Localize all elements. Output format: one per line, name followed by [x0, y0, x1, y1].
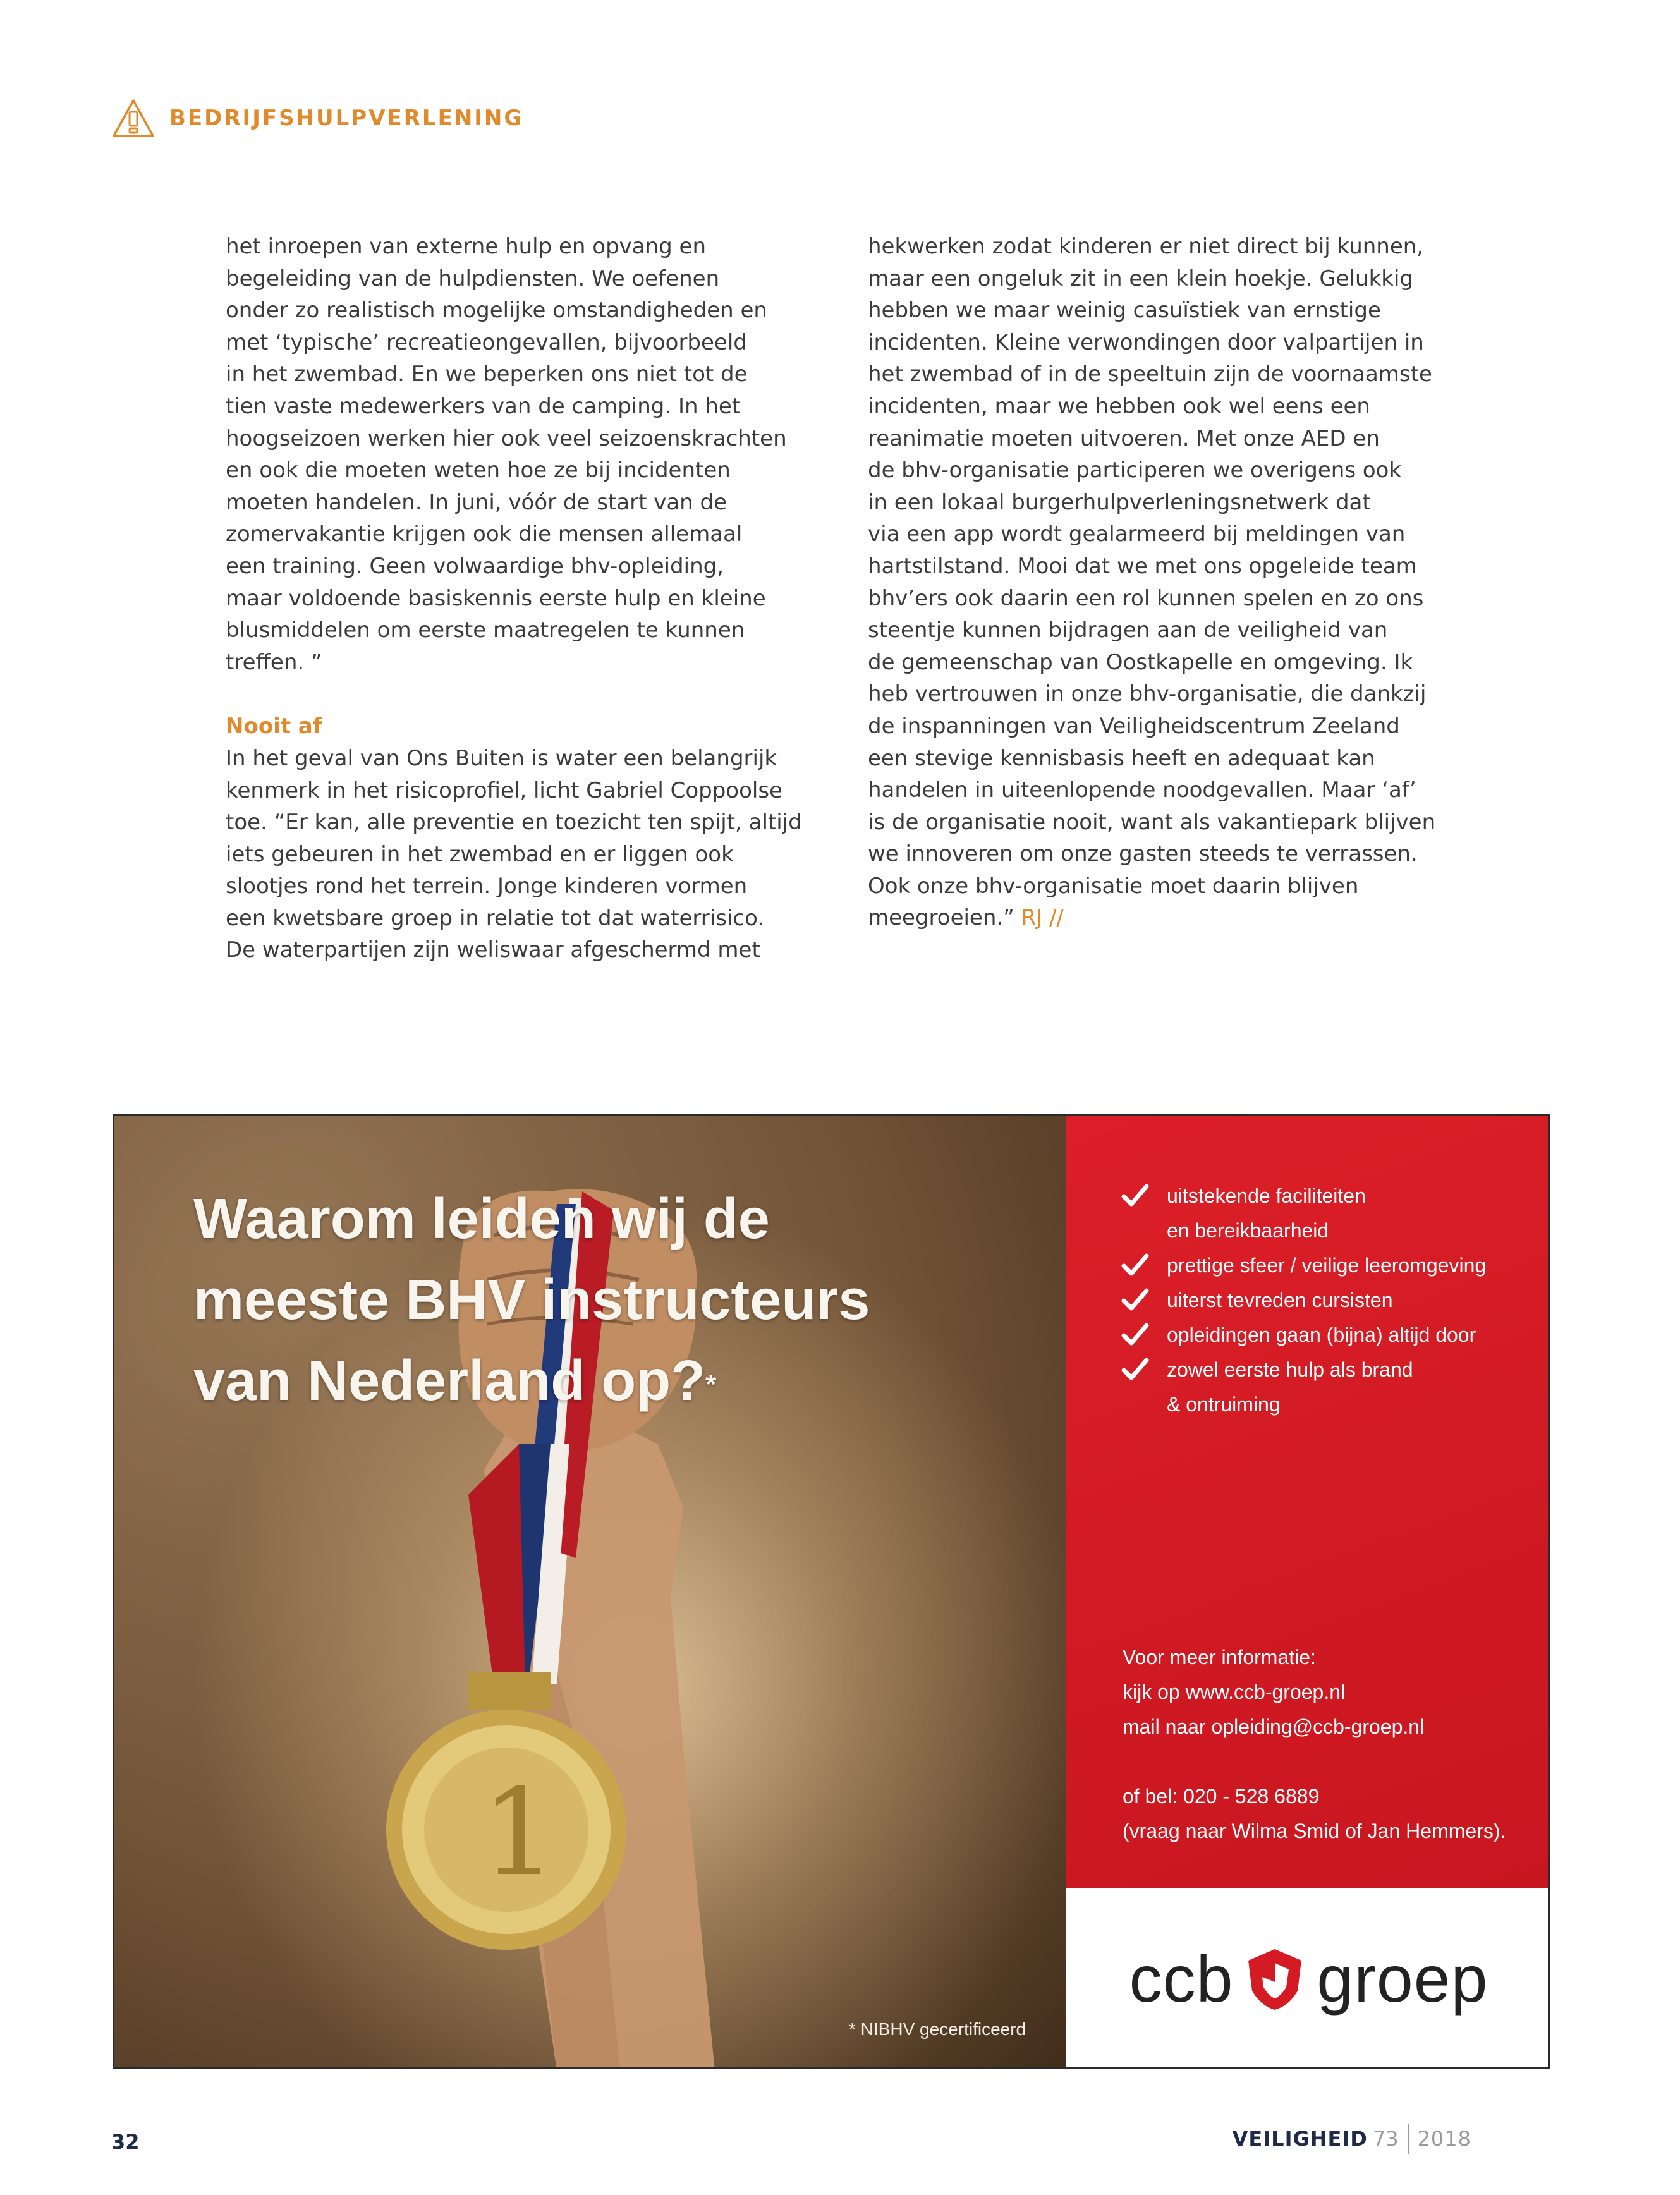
section-header	[111, 96, 523, 140]
magazine-name: VEILIGHEID	[1232, 2127, 1368, 2151]
subheading: Nooit af	[226, 714, 322, 739]
headline-asterisk: *	[705, 1369, 717, 1400]
contact-website-link[interactable]: kijk op www.ccb-groep.nl	[1123, 1681, 1346, 1703]
benefit-text: uitstekende faciliteiten en bereikbaarheid	[1167, 1184, 1366, 1242]
checkmark-icon	[1121, 1287, 1149, 1312]
section-title: BEDRIJFSHULPVERLENING	[169, 106, 524, 131]
paragraph-text: In het geval van Ons Buiten is water een belangrijk kenmerk in het risicoprofiel, licht Gabriel Coppoolse toe. “Er kan, alle preventie en toezicht ten spijt, altijd iets gebeuren in het zwembad en er liggen ook slootjes rond het terrein. Jonge kinderen vormen een kwetsbare groep in relatie tot dat waterrisico. De waterpartijen zijn weliswaar afgeschermd met	[226, 745, 802, 963]
contact-names: (vraag naar Wilma Smid of Jan Hemmers).	[1123, 1820, 1506, 1842]
footer-divider	[1408, 2124, 1409, 2154]
benefit-text: uiterst tevreden cursisten	[1167, 1289, 1393, 1311]
svg-text:1: 1	[481, 1763, 557, 1902]
logo-text-left: ccb	[1129, 1942, 1234, 2016]
benefit-item	[1121, 1283, 1486, 1318]
contact-info	[1123, 1640, 1506, 1849]
ad-footnote: * NIBHV gecertificeerd	[849, 2019, 1026, 2039]
headline-line-1: Waarom leiden wij de	[193, 1188, 770, 1251]
contact-email-link[interactable]: mail naar opleiding@ccb-groep.nl	[1123, 1715, 1425, 1738]
headline-line-3-text: van Nederland op?	[193, 1349, 706, 1413]
ad-photo-fist-with-medal	[114, 1116, 1066, 2067]
headline-line-3	[193, 1341, 1015, 1421]
contact-phone: of bel: 020 - 528 6889	[1123, 1785, 1320, 1808]
advertisement	[113, 1114, 1550, 2069]
checkmark-icon	[1121, 1252, 1149, 1277]
article-column-1	[226, 231, 832, 966]
ad-info-panel	[1066, 1116, 1550, 1888]
ccb-shield-logo-icon	[1245, 1947, 1305, 2012]
spacer	[1123, 1744, 1506, 1779]
checkmark-icon	[1121, 1356, 1149, 1382]
benefit-text: opleidingen gaan (bijna) altijd door	[1167, 1323, 1476, 1346]
paragraph-with-subheading	[226, 710, 832, 966]
footer-magazine-info	[1233, 2124, 1471, 2154]
article-column-2	[868, 231, 1487, 934]
benefit-item	[1121, 1353, 1486, 1422]
ccb-groep-logo	[1066, 1888, 1550, 2069]
benefit-item	[1121, 1248, 1486, 1283]
benefit-text: zowel eerste hulp als brand & ontruiming	[1167, 1358, 1413, 1416]
warning-triangle-icon	[111, 98, 155, 138]
benefits-list	[1121, 1179, 1486, 1422]
logo-text-right: groep	[1317, 1942, 1488, 2016]
checkmark-icon	[1121, 1183, 1149, 1208]
page-number: 32	[111, 2130, 140, 2154]
paragraph	[868, 231, 1487, 934]
headline-line-2: meeste BHV instructeurs	[193, 1268, 870, 1332]
issue-year: 2018	[1417, 2127, 1471, 2151]
paragraph-text: hekwerken zodat kinderen er niet direct bij kunnen, maar een ongeluk zit in een klein hoekje. Gelukkig hebben we maar weinig casuïstiek van ernstige incidenten. Kleine verwondingen door valpartijen in het zwembad of in de speeltuin zijn de voornaamste incidenten, maar we hebben ook wel eens een reanimatie moeten uitvoeren. Met onze AED en de bhv-organisatie participeren we overigens ook in een lokaal burgerhulpverleningsnetwerk dat via een app wordt gealarmeerd bij meldingen van hartstilstand. Mooi dat we met ons opgeleide team bhv’ers ook daarin een rol kunnen spelen en zo ons steentje kunnen bijdragen aan de veiligheid van de gemeenschap van Oostkapelle en omgeving. Ik heb vertrouwen in onze bhv-organisatie, die dankzij de inspanningen van Veiligheidscentrum Zeeland een stevige kennisbasis heeft en adequaat kan handelen in uiteenlopende noodgevallen. Maar ‘af’ is de organisatie nooit, want als vakantiepark blijven we innoveren om onze gasten steeds te verrassen. Ook onze bhv-organisatie moet daarin blijven meegroeien.”	[868, 234, 1436, 931]
checkmark-icon	[1121, 1322, 1149, 1347]
issue-number: 73	[1372, 2127, 1399, 2151]
benefit-item	[1121, 1318, 1486, 1353]
author-signature: RJ //	[1021, 905, 1064, 931]
paragraph: het inroepen van externe hulp en opvang en begeleiding van de hulpdiensten. We oefenen onder zo realistisch mogelijke omstandigheden en met ‘typische’ recreatieongevallen, bijvoorbeeld in het zwembad. En we beperken ons niet tot de tien vaste medewerkers van de camping. In het hoogseizoen werken hier ook veel seizoenskrachten en ook die moeten weten hoe ze bij incidenten moeten handelen. In juni, vóór de start van de zomervakantie krijgen ook die mensen allemaal een training. Geen volwaardige bhv-opleiding, maar voldoende basiskennis eerste hulp en kleine blusmiddelen om eerste maatregelen te kunnen treffen. ”	[226, 234, 787, 675]
benefit-text: prettige sfeer / veilige leeromgeving	[1167, 1254, 1487, 1277]
benefit-item	[1121, 1179, 1486, 1248]
contact-heading: Voor meer informatie:	[1123, 1646, 1316, 1669]
ad-headline	[193, 1179, 1015, 1421]
